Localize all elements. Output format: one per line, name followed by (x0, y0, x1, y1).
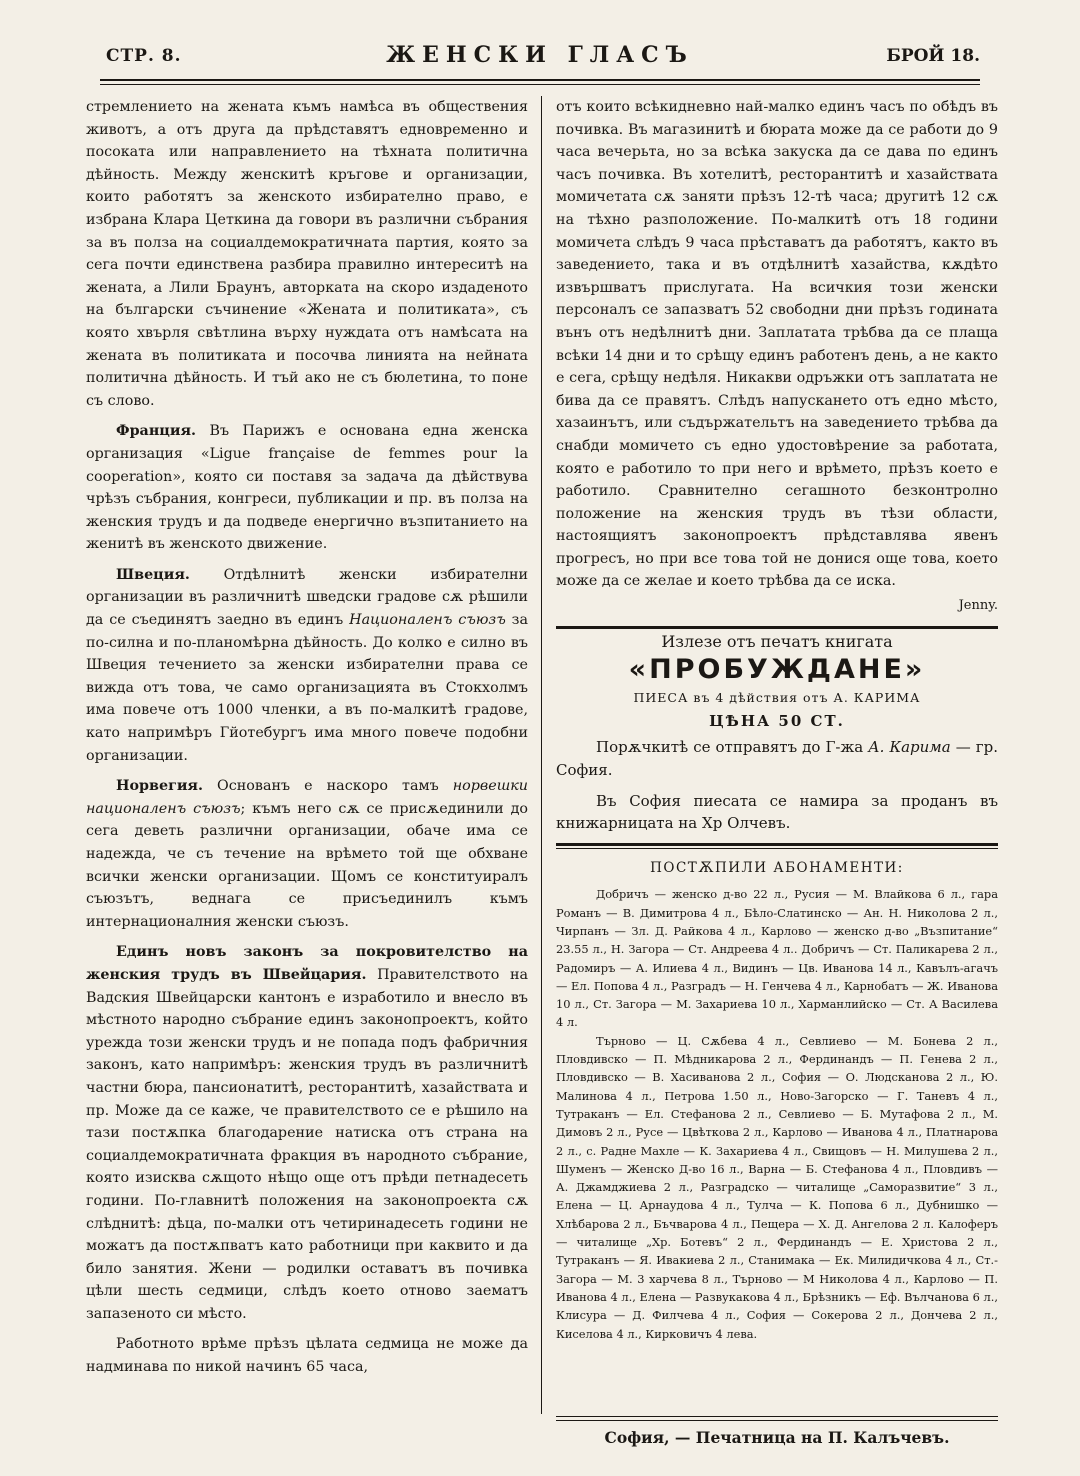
subscriptions-paragraph: Добричъ — женско д-во 22 л., Русия — М. Влайкова 6 л., гара Романъ — В. Димитрова 4 л., Бѣло-Слатинско — Ан. Н. Николова 2 л., Чирпанъ — Зл. Д. Райкова 4 л., Карлово — женско д-во „Възпитание“ 23.55 л., Н. Загора — Ст. Андреева 4 л.. Добричъ — Ст. Паликарева 2 л., Радомиръ — А. Илиева 4 л., Видинъ — Цв. Иванова 14 л., Кавълъ-агачъ — Ел. Попова 4 л., Разградъ — Н. Генчева 4 л., Карнобатъ — Ж. Иванова 10 л., Ст. Загора — М. Захариева 10 л., Харманлийско — Ст. А Василева 4 л. (556, 887, 998, 1030)
header-rule-thin (100, 84, 980, 85)
article-paragraph: Работното врѣме прѣзъ цѣлата седмица не може да надминава по никой начинъ 65 часа, (86, 1336, 528, 1376)
ad-sale: Въ София пиесата се намира за проданъ въ книжарницата на Хр Олчевъ. (556, 791, 998, 833)
footer-rule (556, 1416, 998, 1417)
right-column (556, 96, 998, 1343)
book-title: «ПРОБУЖДАНЕ» (628, 654, 926, 686)
book-price: ЦѢНА 50 СТ. (709, 711, 845, 730)
printer-imprint: София, — Печатница на П. Калъчевъ. (604, 1428, 950, 1447)
left-column (86, 96, 528, 1379)
section-lead: Единъ новъ законъ за покровителство на женския трудъ въ Швейцария. (86, 944, 528, 983)
issue-number: БРОЙ 18. (886, 46, 980, 66)
header-rule (100, 79, 980, 81)
ad-announcement: Излезе отъ печатъ книгата (661, 631, 893, 651)
subscriptions-paragraph: Търново — Ц. Сѫбева 4 л., Севлиево — М. Бонева 2 л., Пловдивско — П. Мѣдникарова 2 л., Фердинандъ — П. Генева 2 л., Пловдивско — В. Хасиванова 2 л., София — О. Людсканова 2 л., Ю. Малинова 4 л., Петрова 1.50 л., Ново-Загорско — Г. Таневъ 4 л., Тутраканъ — Ел. Стефанова 2 л., Севлиево — Б. Мутафова 2 л., М. Димовъ 2 л., Русе — Цвѣткова 2 л., Карлово — Иванова 4 л., Платнарова 2 л., с. Радне Махле — К. Захариева 4 л., Свищовъ — Н. Милушева 2 л., Шуменъ — Женско Д-во 16 л., Варна — Б. Стефанова 4 л., Пловдивъ — А. Джамджиева 2 л., Разградско — читалище „Саморазвитие“ 3 л., Елена — Ц. Арнаудова 4 л., Тулча — К. Попова 6 л., Дубнишко — Хлѣбарова 2 л., Бъчварова 4 л., Пещера — Х. Д. Ангелова 2 л. Калоферъ — читалище „Хр. Ботевъ“ 2 л., Фердинандъ — Е. Христова 2 л., Тутраканъ — Я. Ивакиева 2 л., Станимака — Ек. Милидичкова 4 л., Ст.-Загора — М. 3 харчева 8 л., Търново — М Николова 4 л., Карлово — П. Иванова 4 л., Елена — Развукакова 4 л., Брѣзникъ — Еф. Вълчанова 6 л., Клисура — Д. Филчева 4 л., София — Сокерова 2 л., Дончева 2 л., Киселова 4 л., Кирковичъ 4 лева. (556, 1033, 998, 1341)
section-rule (556, 626, 998, 629)
section-rule (556, 843, 998, 846)
section-lead: Франция. (116, 423, 196, 440)
column-divider (541, 96, 542, 1414)
newspaper-title: ЖЕНСКИ ГЛАСЪ (386, 42, 694, 68)
page-number: СТР. 8. (106, 46, 182, 66)
ad-details (556, 736, 998, 834)
page-header (100, 42, 980, 72)
footer-rule-thin (556, 1420, 998, 1421)
article-paragraph: Норвегия. Основанъ е наскоро тамъ норвешки националенъ съюзъ; къмъ него сѫ се присѫединили до сега деветь различни организации, обаче има се надежда, че съ течение на врѣмето той ще обхване всички женски организации. Щомъ се конституиралъ съюзътъ, веднага се присъединилъ къмъ интернационалния женски съюзъ. (86, 778, 528, 930)
subscriptions-list (556, 885, 998, 1342)
book-advertisement (556, 631, 998, 733)
section-rule-thin (556, 848, 998, 849)
book-subtitle: ПИЕСА въ 4 дѣйствия отъ А. КАРИМА (633, 690, 921, 706)
article-paragraph: стремлението на жената къмъ намѣса въ обществения животъ, а отъ друга да прѣдставятъ едновременно и посоката или направлението на тѣхната политична дѣйность. Между женскитѣ кръгове и организации, които работятъ за женското избирателно право, е избрана Клара Цеткина да говори въ различни събрания за въ полза на социалдемократичната партия, която за сега почти единствена разбира правилно интереситѣ на жената, а Лили Браунъ, авторката на скоро издаденото на български съчинение «Жената и политиката», съ която хвърля свѣтлина върху нуждата отъ намѣсата на жената въ политиката и посочва линията на нейната политична дѣйность. И тъй ако не съ бюлетина, то поне съ слово. (86, 99, 528, 409)
signature: Jenny. (958, 598, 998, 614)
section-lead: Швеция. (116, 566, 190, 583)
ad-order: Порѫчкитѣ се отправятъ до Г-жа А. Карима — гр. София. (556, 738, 998, 780)
subscriptions-title: ПОСТѪПИЛИ АБОНАМЕНТИ: (650, 859, 904, 876)
article-paragraph: отъ които всѣкидневно най-малко единъ часъ по обѣдъ въ почивка. Въ магазинитѣ и бюрата може да се работи до 9 часа вечерьта, но за всѣка закуска да се дава по единъ часъ почивка. Въ хотелитѣ, ресторантитѣ и хазайствата момичетата сѫ заняти прѣзъ 12-тѣ часа; другитѣ 12 сѫ на тѣхно разположение. По-малкитѣ отъ 18 години момичета слѣдъ 9 часа прѣставатъ да работятъ, както въ заведението, така и въ отдѣлнитѣ хазайства, кѫдѣто извършватъ прислугата. На всичкия този женски персоналъ се запазватъ 52 свободни дни прѣзъ годината вънъ отъ недѣлнитѣ дни. Заплатата трѣбва да се плаща всѣки 14 дни и то срѣщу единъ работенъ день, а не както е сега, срѣщу недѣля. Никакви одръжки отъ заплатата не бива да се правятъ. Слѣдъ напускането отъ едно мѣсто, хазаинътъ, или съдържательтъ на заведението трѣбва да снабди момичето съ едно удостовѣрение за работата, която е работило то при него и врѣмето, прѣзъ което е работило. Сравнително сегашното безконтролно положение на женския трудъ въ тѣзи области, настоящиятъ законопроектъ прѣдставлява явенъ прогресъ, но при все това той не донися още това, което може да се желае и което трѣбва да се иска. (556, 99, 998, 590)
article-paragraph: Франция. Въ Парижъ е основана една женска организация «Ligue française de femmes pour la cooperation», която си поставя за задача да дѣйствува чрѣзъ събрания, конгреси, публикации и пр. въ полза на женския трудъ и да подведе енергично възпитанието на женитѣ въ женското движение. (86, 423, 528, 553)
article-paragraph: Единъ новъ законъ за покровителство на женския трудъ въ Швейцария. Правителството на Вадския Швейцарски кантонъ е изработило и внесло въ мѣстното народно събрание единъ законопроектъ, който урежда този женски трудъ и не попада подъ фабричния законъ, като напримѣръ: женския трудъ въ различнитѣ частни бюра, пансионатитѣ, ресторантитѣ, хазайствата и пр. Може да се каже, че правителството се е рѣшило на тази постѫпка благодарение натиска отъ страна на социалдемократичната фракция въ народното събрание, която изисква сѫщото нѣщо още отъ прѣди петнадесеть години. По-главнитѣ положения на законопроекта сѫ слѣднитѣ: дѣца, по-малки отъ четиринадесеть години не можатъ да постѫпватъ като работници при каквито и да било занятия. Жени — родилки оставатъ въ почивка цѣли шесть седмици, слѣдъ което отново заематъ запазеното си мѣсто. (86, 944, 529, 1322)
section-lead: Норвегия. (116, 778, 203, 795)
article-paragraph: Швеция. Отдѣлнитѣ женски избирателни организации въ различнитѣ шведски градове сѫ рѣшили да се съединятъ заедно въ единъ Националенъ съюзъ за по-силна и по-планомѣрна дѣйность. До колко е силно въ Швеция течението за женски избирателни права се вижда отъ това, че само организацията въ Стокхолмъ има повече отъ 1000 членки, а въ по-малкитѣ градове, като напримѣръ Гйотебургъ има много повече подобни организации. (86, 566, 529, 764)
